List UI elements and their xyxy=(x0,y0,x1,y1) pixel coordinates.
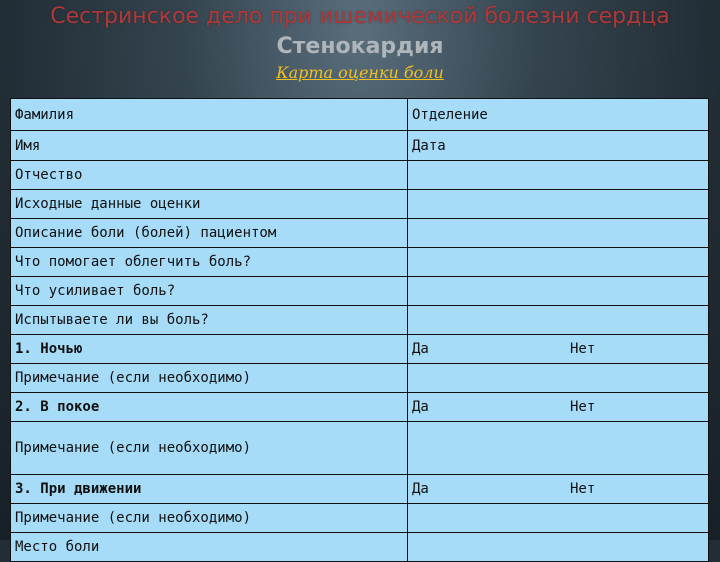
option-no: Нет xyxy=(570,399,596,415)
label-note: Примечание (если необходимо) xyxy=(11,422,408,475)
table-row xyxy=(11,475,709,504)
label-date: Дата xyxy=(408,131,709,161)
option-yes: Да xyxy=(412,399,429,415)
yes-no-cell xyxy=(408,393,709,422)
label-what-relieves: Что помогает облегчить боль? xyxy=(11,248,408,277)
label-surname: Фамилия xyxy=(11,99,408,131)
label-when-moving xyxy=(11,475,408,504)
yes-no-cell xyxy=(408,475,709,504)
answer-cell xyxy=(408,277,709,306)
label-at-night-text: 1. Ночью xyxy=(15,341,83,357)
label-patronymic: Отчество xyxy=(11,161,408,190)
label-at-rest xyxy=(11,393,408,422)
option-yes: Да xyxy=(412,481,429,497)
slide-subtitle: Стенокардия xyxy=(276,34,444,59)
pain-assessment-table xyxy=(10,98,709,562)
answer-cell xyxy=(408,248,709,277)
label-what-worsens: Что усиливает боль? xyxy=(11,277,408,306)
table-row xyxy=(11,161,709,190)
table-row xyxy=(11,248,709,277)
table-row xyxy=(11,99,709,131)
table-caption: Карта оценки боли xyxy=(276,63,444,82)
option-no: Нет xyxy=(570,481,596,497)
answer-cell xyxy=(408,422,709,475)
label-note: Примечание (если необходимо) xyxy=(11,364,408,393)
label-at-night xyxy=(11,335,408,364)
answer-cell xyxy=(408,161,709,190)
label-pain-location: Место боли xyxy=(11,533,408,562)
table-row xyxy=(11,504,709,533)
table-row xyxy=(11,190,709,219)
table-row xyxy=(11,131,709,161)
table-row xyxy=(11,277,709,306)
label-pain-description: Описание боли (болей) пациентом xyxy=(11,219,408,248)
yes-no-cell xyxy=(408,335,709,364)
table-row xyxy=(11,219,709,248)
label-department: Отделение xyxy=(408,99,709,131)
table-row xyxy=(11,306,709,335)
answer-cell xyxy=(408,306,709,335)
table-row xyxy=(11,335,709,364)
table-row xyxy=(11,393,709,422)
answer-cell xyxy=(408,504,709,533)
answer-cell xyxy=(408,190,709,219)
label-at-rest-text: 2. В покое xyxy=(15,399,100,415)
table-row xyxy=(11,364,709,393)
label-name: Имя xyxy=(11,131,408,161)
label-initial-data: Исходные данные оценки xyxy=(11,190,408,219)
table-row xyxy=(11,533,709,562)
answer-cell xyxy=(408,219,709,248)
table-row xyxy=(11,422,709,475)
answer-cell xyxy=(408,364,709,393)
slide-title: Сестринское дело при ишемической болезни сердца xyxy=(50,4,670,29)
label-note: Примечание (если необходимо) xyxy=(11,504,408,533)
label-do-you-have-pain: Испытываете ли вы боль? xyxy=(11,306,408,335)
answer-cell xyxy=(408,533,709,562)
option-no: Нет xyxy=(570,341,596,357)
label-when-moving-text: 3. При движении xyxy=(15,481,142,497)
option-yes: Да xyxy=(412,341,429,357)
